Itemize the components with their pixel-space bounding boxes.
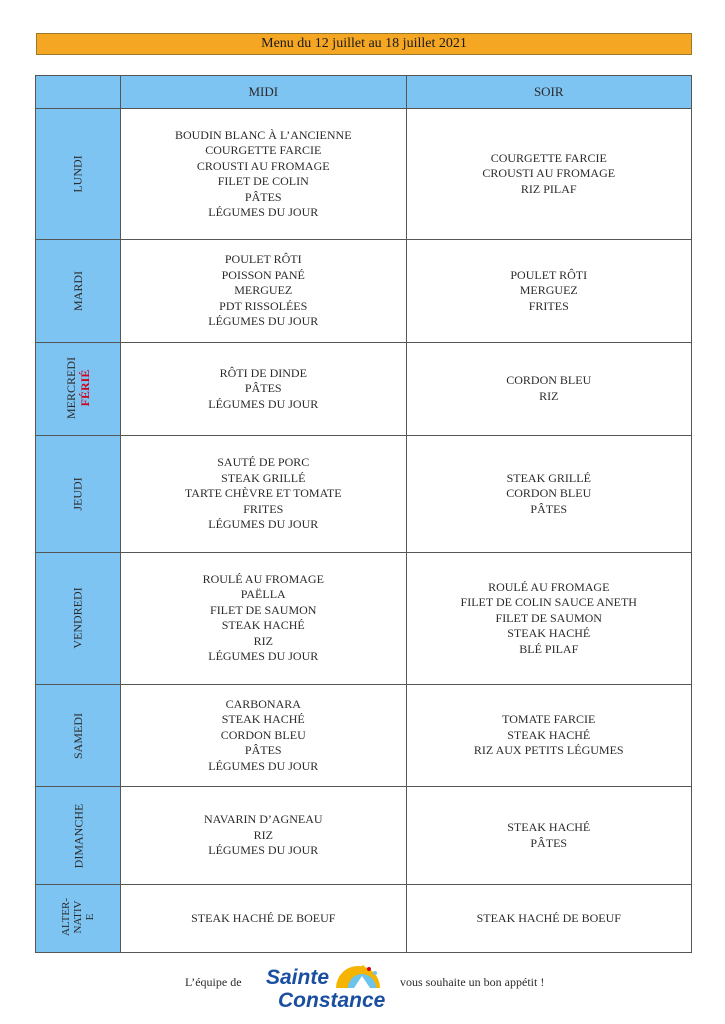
table-header-row <box>36 76 692 109</box>
alternative-label-line: E <box>84 914 96 921</box>
logo-text-sainte: Sainte <box>266 966 330 989</box>
alternative-midi-cell: STEAK HACHÉ DE BOEUF <box>121 884 407 952</box>
dish-item: RIZ <box>253 633 273 648</box>
table-row <box>36 884 692 952</box>
day-cell <box>36 436 121 552</box>
midi-cell <box>121 552 407 684</box>
midi-cell <box>121 240 407 342</box>
dish-item: NAVARIN D’AGNEAU <box>203 812 323 827</box>
sainte-constance-logo <box>258 958 398 1014</box>
header-corner <box>36 76 121 109</box>
dish-item: BLÉ PILAF <box>519 641 579 656</box>
dish-item: FRITES <box>528 298 569 313</box>
dish-item: PÂTES <box>244 189 282 204</box>
day-name: DIMANCHE <box>70 803 85 868</box>
dish-item: LÉGUMES DU JOUR <box>208 205 319 220</box>
day-label <box>71 713 85 759</box>
table-row <box>36 552 692 684</box>
dish-item: FILET DE SAUMON <box>495 610 602 625</box>
dish-item: SAUTÉ DE PORC <box>217 455 310 470</box>
day-label <box>71 271 85 311</box>
dish-item: STEAK HACHÉ <box>507 727 591 742</box>
dish-item: PÂTES <box>530 501 568 516</box>
dish-item: PÂTES <box>244 381 282 396</box>
dish-item: COURGETTE FARCIE <box>490 150 607 165</box>
dish-item: FILET DE COLIN <box>217 174 309 189</box>
dish-item: STEAK HACHÉ <box>507 820 591 835</box>
midi-cell <box>121 685 407 787</box>
footer-greeting-left: L’équipe de <box>185 975 242 989</box>
alternative-label <box>60 898 96 936</box>
logo-sun-mark <box>336 965 380 988</box>
midi-cell <box>121 342 407 435</box>
dish-item: TARTE CHÈVRE ET TOMATE <box>184 486 342 501</box>
day-label <box>71 803 85 868</box>
table-row <box>36 685 692 787</box>
dish-item: POULET RÔTI <box>510 267 588 282</box>
day-label <box>71 477 85 510</box>
dish-item: CROUSTI AU FROMAGE <box>482 166 616 181</box>
dish-item: LÉGUMES DU JOUR <box>208 396 319 411</box>
header-midi: MIDI <box>121 76 407 109</box>
day-name: VENDREDI <box>70 587 85 649</box>
dish-item: TOMATE FARCIE <box>502 712 596 727</box>
dish-item: LÉGUMES DU JOUR <box>208 314 319 329</box>
midi-cell <box>121 787 407 884</box>
dish-item: COURGETTE FARCIE <box>205 143 322 158</box>
day-cell <box>36 787 121 884</box>
table-row <box>36 109 692 240</box>
table-row <box>36 436 692 552</box>
logo-text-constance: Constance <box>278 989 386 1012</box>
day-name: JEUDI <box>70 477 85 511</box>
day-name: LUNDI <box>70 155 85 193</box>
dish-item: LÉGUMES DU JOUR <box>208 649 319 664</box>
midi-cell <box>121 109 407 240</box>
table-row <box>36 342 692 435</box>
dish-item: MERGUEZ <box>519 283 578 298</box>
dish-item: POULET RÔTI <box>224 252 302 267</box>
dish-item: LÉGUMES DU JOUR <box>208 758 319 773</box>
footer-greeting-right: vous souhaite un bon appétit ! <box>400 975 545 989</box>
alternative-label-line: NATIV <box>72 900 84 934</box>
dish-item: RÔTI DE DINDE <box>219 365 307 380</box>
dish-item: RIZ PILAF <box>520 181 577 196</box>
soir-cell <box>406 787 692 884</box>
dish-item: STEAK GRILLÉ <box>506 470 591 485</box>
day-name: MERCREDI <box>63 356 78 419</box>
dish-item: RIZ <box>253 827 273 842</box>
soir-cell <box>406 342 692 435</box>
day-cell <box>36 342 121 435</box>
dish-item: STEAK HACHÉ <box>221 712 305 727</box>
dish-item: RIZ <box>539 388 559 403</box>
soir-cell <box>406 240 692 342</box>
dish-item: RIZ AUX PETITS LÉGUMES <box>473 743 624 758</box>
soir-cell <box>406 552 692 684</box>
dish-item: PDT RISSOLÉES <box>219 298 308 313</box>
day-cell <box>36 109 121 240</box>
dish-item: FILET DE COLIN SAUCE ANETH <box>460 595 637 610</box>
day-label <box>64 357 92 419</box>
dish-item: LÉGUMES DU JOUR <box>208 843 319 858</box>
dish-item: CORDON BLEU <box>220 727 306 742</box>
alternative-soir-cell: STEAK HACHÉ DE BOEUF <box>406 884 692 952</box>
dish-item: PÂTES <box>244 743 282 758</box>
day-cell <box>36 685 121 787</box>
table-row <box>36 787 692 884</box>
header-soir: SOIR <box>406 76 692 109</box>
day-cell <box>36 240 121 342</box>
table-row <box>36 240 692 342</box>
dish-item: STEAK HACHÉ <box>507 626 591 641</box>
soir-cell <box>406 685 692 787</box>
dish-item: CARBONARA <box>225 696 301 711</box>
dish-item: STEAK GRILLÉ <box>221 470 306 485</box>
dish-item: LÉGUMES DU JOUR <box>208 517 319 532</box>
soir-cell <box>406 109 692 240</box>
day-name: MARDI <box>70 271 85 312</box>
holiday-note: FÉRIÉ <box>77 369 92 407</box>
dish-item: FILET DE SAUMON <box>210 602 317 617</box>
day-label <box>71 156 85 193</box>
alternative-label-line: ALTER- <box>60 898 72 937</box>
day-cell <box>36 884 121 952</box>
dish-item: BOUDIN BLANC À L’ANCIENNE <box>174 127 352 142</box>
menu-title: Menu du 12 juillet au 18 juillet 2021 <box>36 33 692 55</box>
day-cell <box>36 552 121 684</box>
dish-item: PAËLLA <box>240 587 286 602</box>
midi-cell <box>121 436 407 552</box>
dish-item: PÂTES <box>530 835 568 850</box>
menu-table <box>35 75 692 953</box>
day-name: SAMEDI <box>70 712 85 759</box>
dish-item: CORDON BLEU <box>506 373 592 388</box>
dish-item: ROULÉ AU FROMAGE <box>488 579 610 594</box>
dish-item: ROULÉ AU FROMAGE <box>202 571 324 586</box>
dish-item: CROUSTI AU FROMAGE <box>196 158 330 173</box>
dish-item: FRITES <box>243 501 284 516</box>
dish-item: STEAK HACHÉ <box>221 618 305 633</box>
dish-item: POISSON PANÉ <box>221 267 305 282</box>
day-label <box>71 588 85 649</box>
footer <box>0 958 725 1018</box>
dish-item: MERGUEZ <box>234 283 293 298</box>
dish-item: CORDON BLEU <box>506 486 592 501</box>
soir-cell <box>406 436 692 552</box>
